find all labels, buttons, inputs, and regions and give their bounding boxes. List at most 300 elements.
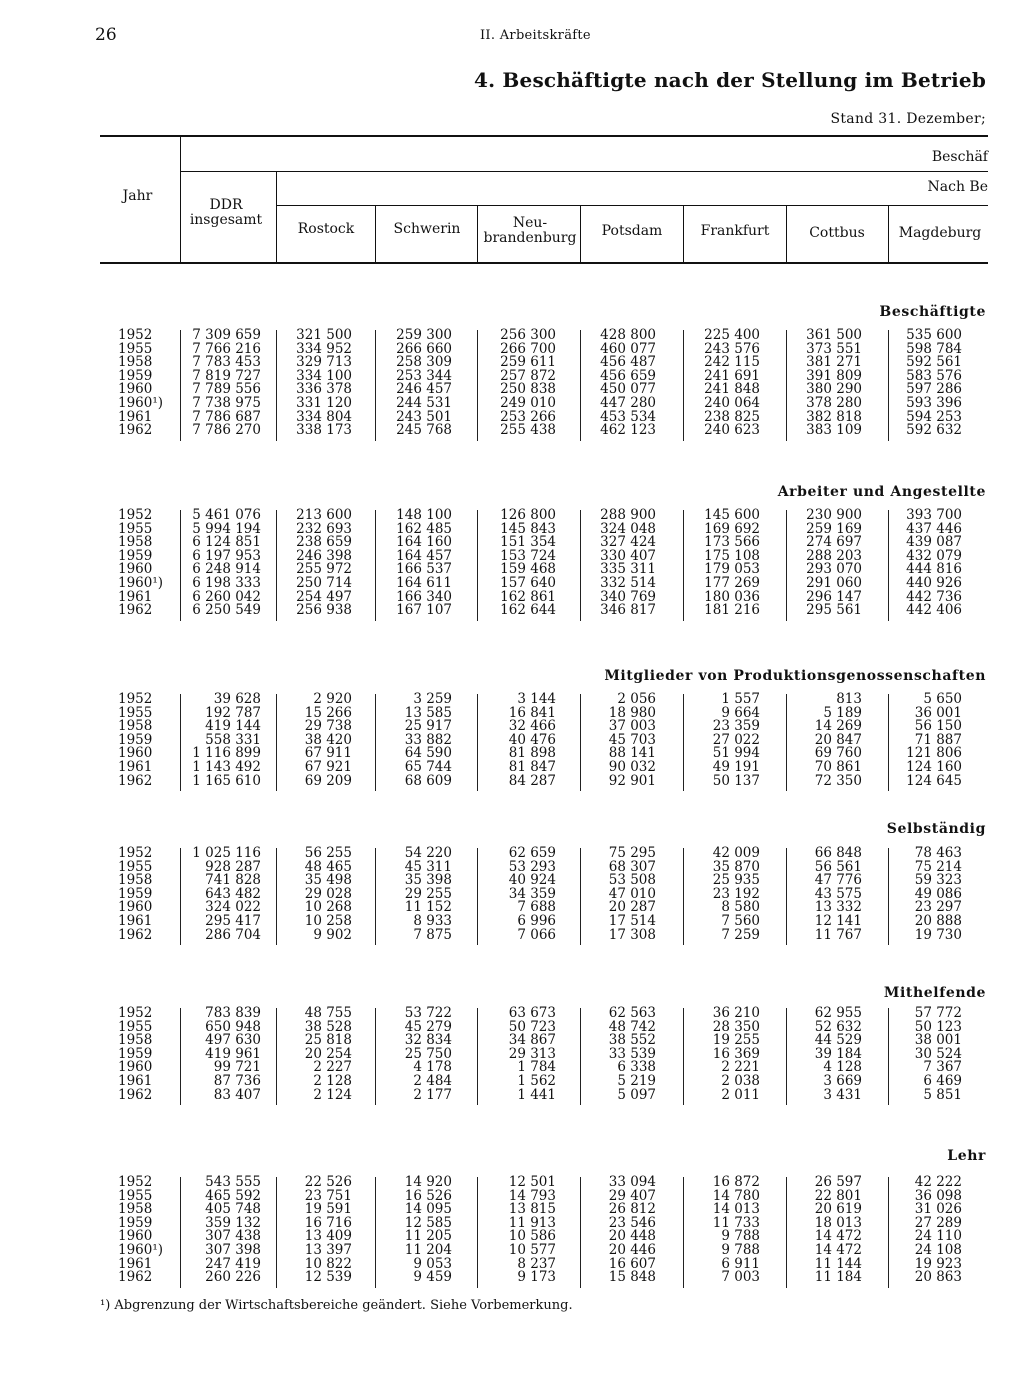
- column-divider: [477, 848, 478, 945]
- potsdam-value: 346 817: [600, 602, 656, 619]
- potsdam-column: [590, 329, 656, 438]
- potsdam-value: 6 338: [617, 1059, 656, 1076]
- magdeburg-value: 592 561: [906, 354, 962, 371]
- rostock-value: 246 398: [296, 547, 352, 564]
- year: 1961: [118, 758, 153, 775]
- rostock-value: 13 397: [304, 1241, 352, 1258]
- ddr-value: 1 165 610: [192, 772, 261, 789]
- rostock-value: 67 921: [304, 758, 352, 775]
- year: 1962: [118, 602, 153, 619]
- column-divider: [276, 510, 277, 621]
- potsdam-value: 23 546: [608, 1214, 656, 1231]
- cottbus-value: 378 280: [806, 394, 862, 411]
- year: 1955: [118, 1018, 153, 1035]
- potsdam-value: 447 280: [600, 394, 656, 411]
- schwerin-value: 14 095: [404, 1201, 452, 1218]
- cottbus-value: 44 529: [814, 1032, 862, 1049]
- schwerin-value: 32 834: [404, 1032, 452, 1049]
- year: 1955: [118, 520, 153, 537]
- magdeburg-value: 23 297: [914, 899, 962, 916]
- frankfurt-value: 51 994: [712, 745, 760, 762]
- magdeburg-value: 437 446: [906, 520, 962, 537]
- cottbus-value: 288 203: [806, 547, 862, 564]
- magdeburg-value: 583 576: [906, 367, 962, 384]
- schwerin-value: 258 309: [396, 354, 452, 371]
- schwerin-value: 64 590: [404, 745, 452, 762]
- cottbus-value: 14 269: [814, 718, 862, 735]
- magdeburg-value: 75 214: [914, 858, 962, 875]
- table-title: 4. Beschäftigte nach der Stellung im Betrieb: [473, 68, 986, 92]
- cottbus-value: 18 013: [814, 1214, 862, 1231]
- years-column: [118, 1176, 166, 1285]
- potsdam-value: 26 812: [608, 1201, 656, 1218]
- section-title-beschaeftigte: Beschäftigte: [879, 304, 986, 320]
- frankfurt-value: 243 576: [704, 340, 760, 357]
- rostock-value: 10 822: [304, 1255, 352, 1272]
- potsdam-value: 5 219: [617, 1072, 656, 1089]
- ddr-value: 405 748: [205, 1201, 261, 1218]
- frankfurt-value: 28 350: [712, 1018, 760, 1035]
- neubrandenburg-value: 162 644: [500, 602, 556, 619]
- frankfurt-value: 7 560: [721, 912, 760, 929]
- magdeburg-column: [894, 1007, 962, 1102]
- rostock-value: 67 911: [304, 745, 352, 762]
- ddr-value: 465 592: [205, 1187, 261, 1204]
- ddr-value: 6 197 953: [192, 547, 261, 564]
- frankfurt-value: 23 192: [712, 885, 760, 902]
- ddr-value: 83 407: [213, 1086, 261, 1103]
- ddr-value: 5 994 194: [192, 520, 261, 537]
- neubrandenburg-value: 259 611: [500, 354, 556, 371]
- magdeburg-value: 442 736: [906, 588, 962, 605]
- header-divider-potsdam: [683, 205, 684, 262]
- schwerin-value: 253 344: [396, 367, 452, 384]
- magdeburg-value: 6 469: [923, 1072, 962, 1089]
- year: 1959: [118, 731, 153, 748]
- cottbus-value: 62 955: [814, 1005, 862, 1021]
- rostock-column: [280, 509, 352, 618]
- cottbus-value: 26 597: [814, 1174, 862, 1190]
- column-divider: [683, 1008, 684, 1105]
- neubrandenburg-value: 1 784: [517, 1059, 556, 1076]
- rostock-value: 334 952: [296, 340, 352, 357]
- years-column: [118, 509, 166, 618]
- frankfurt-value: 180 036: [704, 588, 760, 605]
- schwerin-column: [384, 329, 452, 438]
- neubrandenburg-value: 13 815: [508, 1201, 556, 1218]
- schwerin-value: 166 537: [396, 561, 452, 578]
- frankfurt-value: 240 064: [704, 394, 760, 411]
- magdeburg-value: 27 289: [914, 1214, 962, 1231]
- schwerin-value: 259 300: [396, 327, 452, 343]
- frankfurt-value: 2 221: [721, 1059, 760, 1076]
- year: 1959: [118, 547, 153, 564]
- frankfurt-column: [692, 847, 760, 942]
- ddr-value: 7 783 453: [192, 354, 261, 371]
- frankfurt-column: [692, 329, 760, 438]
- header-beschaef: Beschäf: [931, 149, 988, 165]
- magdeburg-value: 31 026: [914, 1201, 962, 1218]
- ddr-value: 6 260 042: [192, 588, 261, 605]
- rostock-value: 9 902: [313, 926, 352, 943]
- year: 1958: [118, 534, 153, 551]
- ddr-value: 39 628: [213, 691, 261, 707]
- schwerin-value: 68 609: [404, 772, 452, 789]
- magdeburg-value: 597 286: [906, 381, 962, 398]
- neubrandenburg-value: 162 861: [500, 588, 556, 605]
- cottbus-value: 12 141: [814, 912, 862, 929]
- ddr-value: 741 828: [205, 872, 261, 889]
- column-divider: [888, 848, 889, 945]
- potsdam-value: 288 900: [600, 507, 656, 523]
- column-divider: [580, 1008, 581, 1105]
- potsdam-value: 20 446: [608, 1241, 656, 1258]
- year: 1961: [118, 588, 153, 605]
- ddr-value: 7 786 270: [192, 422, 261, 439]
- header-frankfurt: Frankfurt: [700, 223, 770, 239]
- potsdam-value: 453 534: [600, 408, 656, 425]
- potsdam-value: 33 094: [608, 1174, 656, 1190]
- year: 1962: [118, 772, 153, 789]
- rostock-value: 254 497: [296, 588, 352, 605]
- frankfurt-value: 238 825: [704, 408, 760, 425]
- neubrandenburg-value: 3 144: [517, 691, 556, 707]
- schwerin-value: 35 398: [404, 872, 452, 889]
- potsdam-value: 47 010: [608, 885, 656, 902]
- cottbus-value: 230 900: [806, 507, 862, 523]
- rostock-value: 38 528: [304, 1018, 352, 1035]
- ddr-value: 1 143 492: [192, 758, 261, 775]
- ddr-value: 87 736: [213, 1072, 261, 1089]
- potsdam-value: 33 539: [608, 1045, 656, 1062]
- potsdam-value: 68 307: [608, 858, 656, 875]
- magdeburg-value: 598 784: [906, 340, 962, 357]
- rostock-value: 38 420: [304, 731, 352, 748]
- magdeburg-value: 393 700: [906, 507, 962, 523]
- year: 1960: [118, 561, 153, 578]
- year: 1955: [118, 858, 153, 875]
- frankfurt-value: 36 210: [712, 1005, 760, 1021]
- ddr-value: 295 417: [205, 912, 261, 929]
- schwerin-value: 3 259: [413, 691, 452, 707]
- schwerin-value: 25 750: [404, 1045, 452, 1062]
- schwerin-value: 243 501: [396, 408, 452, 425]
- potsdam-value: 90 032: [608, 758, 656, 775]
- frankfurt-value: 145 600: [704, 507, 760, 523]
- cottbus-value: 66 848: [814, 845, 862, 861]
- header-schwerin: Schwerin: [393, 221, 461, 237]
- cottbus-value: 380 290: [806, 381, 862, 398]
- neubrandenburg-value: 1 562: [517, 1072, 556, 1089]
- schwerin-value: 54 220: [404, 845, 452, 861]
- cottbus-value: 259 169: [806, 520, 862, 537]
- section-title-arbeiter: Arbeiter und Angestellte: [777, 484, 986, 500]
- rostock-value: 238 659: [296, 534, 352, 551]
- section-title-selbstaendig: Selbständig: [886, 821, 986, 837]
- rostock-value: 256 938: [296, 602, 352, 619]
- column-divider: [375, 330, 376, 441]
- neubrandenburg-value: 7 066: [517, 926, 556, 943]
- cottbus-value: 293 070: [806, 561, 862, 578]
- frankfurt-value: 173 566: [704, 534, 760, 551]
- year: 1958: [118, 718, 153, 735]
- rostock-value: 336 378: [296, 381, 352, 398]
- magdeburg-value: 20 863: [914, 1269, 962, 1286]
- neubrandenburg-value: 14 793: [508, 1187, 556, 1204]
- schwerin-value: 12 585: [404, 1214, 452, 1231]
- schwerin-value: 13 585: [404, 704, 452, 721]
- column-divider: [180, 1177, 181, 1288]
- column-divider: [786, 1008, 787, 1105]
- magdeburg-value: 5 851: [923, 1086, 962, 1103]
- footnote: ¹) Abgrenzung der Wirtschaftsbereiche geändert. Siehe Vorbemerkung.: [100, 1298, 573, 1313]
- cottbus-column: [796, 693, 862, 788]
- schwerin-column: [384, 847, 452, 942]
- column-divider: [580, 848, 581, 945]
- years-column: [118, 847, 166, 942]
- magdeburg-column: [894, 693, 962, 788]
- column-divider: [580, 510, 581, 621]
- potsdam-value: 462 123: [600, 422, 656, 439]
- cottbus-value: 4 128: [823, 1059, 862, 1076]
- schwerin-column: [384, 509, 452, 618]
- potsdam-value: 335 311: [600, 561, 656, 578]
- cottbus-value: 3 431: [823, 1086, 862, 1103]
- frankfurt-value: 9 664: [721, 704, 760, 721]
- frankfurt-value: 14 013: [712, 1201, 760, 1218]
- frankfurt-value: 175 108: [704, 547, 760, 564]
- ddr-value: 324 022: [205, 899, 261, 916]
- schwerin-value: 11 204: [404, 1241, 452, 1258]
- rostock-value: 48 755: [304, 1005, 352, 1021]
- header-divider-schwerin: [477, 205, 478, 262]
- potsdam-value: 2 056: [617, 691, 656, 707]
- ddr-value: 543 555: [205, 1174, 261, 1190]
- header-rule-nach-be: [276, 205, 988, 206]
- schwerin-value: 4 178: [413, 1059, 452, 1076]
- schwerin-value: 164 160: [396, 534, 452, 551]
- cottbus-column: [796, 1176, 862, 1285]
- rostock-value: 13 409: [304, 1228, 352, 1245]
- potsdam-value: 17 308: [608, 926, 656, 943]
- schwerin-value: 53 722: [404, 1005, 452, 1021]
- year: 1952: [118, 845, 153, 861]
- column-divider: [683, 694, 684, 791]
- section-title-mitglieder: Mitglieder von Produktionsgenossenschaften: [604, 668, 986, 684]
- schwerin-value: 148 100: [396, 507, 452, 523]
- cottbus-value: 274 697: [806, 534, 862, 551]
- frankfurt-value: 179 053: [704, 561, 760, 578]
- header-top-rule: [100, 135, 988, 137]
- schwerin-value: 45 311: [404, 858, 452, 875]
- cottbus-value: 296 147: [806, 588, 862, 605]
- column-divider: [580, 694, 581, 791]
- ddr-value: 7 789 556: [192, 381, 261, 398]
- magdeburg-value: 19 730: [914, 926, 962, 943]
- potsdam-value: 29 407: [608, 1187, 656, 1204]
- year: 1961: [118, 408, 153, 425]
- header-potsdam: Potsdam: [601, 223, 663, 239]
- potsdam-column: [590, 509, 656, 618]
- cottbus-value: 383 109: [806, 422, 862, 439]
- ddr-value: 307 398: [205, 1241, 261, 1258]
- cottbus-value: 11 184: [814, 1269, 862, 1286]
- year: 1962: [118, 1086, 153, 1103]
- header-nach-be: Nach Be: [927, 179, 988, 195]
- cottbus-value: 47 776: [814, 872, 862, 889]
- cottbus-value: 52 632: [814, 1018, 862, 1035]
- neubrandenburg-value: 151 354: [500, 534, 556, 551]
- frankfurt-value: 225 400: [704, 327, 760, 343]
- magdeburg-value: 20 888: [914, 912, 962, 929]
- neubrandenburg-value: 34 867: [508, 1032, 556, 1049]
- year: 1962: [118, 926, 153, 943]
- rostock-value: 35 498: [304, 872, 352, 889]
- schwerin-value: 11 152: [404, 899, 452, 916]
- potsdam-value: 17 514: [608, 912, 656, 929]
- magdeburg-value: 56 150: [914, 718, 962, 735]
- magdeburg-value: 24 110: [914, 1228, 962, 1245]
- frankfurt-value: 7 259: [721, 926, 760, 943]
- column-divider: [888, 330, 889, 441]
- cottbus-value: 295 561: [806, 602, 862, 619]
- cottbus-value: 381 271: [806, 354, 862, 371]
- ddr-value: 6 124 851: [192, 534, 261, 551]
- ddr-value: 359 132: [205, 1214, 261, 1231]
- potsdam-value: 324 048: [600, 520, 656, 537]
- frankfurt-value: 27 022: [712, 731, 760, 748]
- potsdam-value: 45 703: [608, 731, 656, 748]
- cottbus-value: 382 818: [806, 408, 862, 425]
- year: 1952: [118, 327, 153, 343]
- magdeburg-value: 7 367: [923, 1059, 962, 1076]
- cottbus-value: 5 189: [823, 704, 862, 721]
- year: 1960: [118, 381, 153, 398]
- potsdam-value: 460 077: [600, 340, 656, 357]
- potsdam-value: 92 901: [608, 772, 656, 789]
- schwerin-value: 9 053: [413, 1255, 452, 1272]
- potsdam-value: 88 141: [608, 745, 656, 762]
- potsdam-value: 456 659: [600, 367, 656, 384]
- column-divider: [375, 510, 376, 621]
- rostock-value: 48 465: [304, 858, 352, 875]
- running-head: II. Arbeitskräfte: [480, 28, 591, 43]
- magdeburg-value: 78 463: [914, 845, 962, 861]
- column-divider: [888, 1177, 889, 1288]
- page-number: 26: [95, 25, 117, 45]
- column-divider: [888, 510, 889, 621]
- potsdam-value: 428 800: [600, 327, 656, 343]
- neubrandenburg-value: 10 577: [508, 1241, 556, 1258]
- rostock-value: 329 713: [296, 354, 352, 371]
- ddr-value: 307 438: [205, 1228, 261, 1245]
- header-magdeburg: Magdeburg: [898, 225, 982, 241]
- schwerin-value: 16 526: [404, 1187, 452, 1204]
- column-divider: [276, 694, 277, 791]
- schwerin-value: 45 279: [404, 1018, 452, 1035]
- ddr-value: 7 309 659: [192, 327, 261, 343]
- neubrandenburg-value: 249 010: [500, 394, 556, 411]
- frankfurt-value: 240 623: [704, 422, 760, 439]
- cottbus-value: 22 801: [814, 1187, 862, 1204]
- ddr-value: 419 144: [205, 718, 261, 735]
- frankfurt-value: 241 691: [704, 367, 760, 384]
- neubrandenburg-value: 153 724: [500, 547, 556, 564]
- column-divider: [180, 330, 181, 441]
- frankfurt-value: 9 788: [721, 1228, 760, 1245]
- magdeburg-value: 432 079: [906, 547, 962, 564]
- rostock-column: [280, 1007, 352, 1102]
- year: 1952: [118, 691, 153, 707]
- frankfurt-value: 11 733: [712, 1214, 760, 1231]
- cottbus-column: [796, 1007, 862, 1102]
- neubrandenburg-value: 145 843: [500, 520, 556, 537]
- ddr-value: 6 250 549: [192, 602, 261, 619]
- frankfurt-value: 2 011: [721, 1086, 760, 1103]
- potsdam-value: 53 508: [608, 872, 656, 889]
- cottbus-value: 70 861: [814, 758, 862, 775]
- neubrandenburg-value: 50 723: [508, 1018, 556, 1035]
- table-subtitle: Stand 31. Dezember;: [830, 111, 986, 127]
- potsdam-value: 38 552: [608, 1032, 656, 1049]
- rostock-value: 2 128: [313, 1072, 352, 1089]
- rostock-value: 56 255: [304, 845, 352, 861]
- schwerin-value: 164 457: [396, 547, 452, 564]
- year: 1952: [118, 1174, 153, 1190]
- frankfurt-value: 16 369: [712, 1045, 760, 1062]
- schwerin-value: 246 457: [396, 381, 452, 398]
- neubrandenburg-value: 16 841: [508, 704, 556, 721]
- header-divider-frankfurt: [786, 205, 787, 262]
- frankfurt-value: 169 692: [704, 520, 760, 537]
- rostock-value: 338 173: [296, 422, 352, 439]
- magdeburg-column: [894, 509, 962, 618]
- potsdam-value: 327 424: [600, 534, 656, 551]
- section-title-mithelfende: Mithelfende: [883, 985, 986, 1001]
- schwerin-value: 11 205: [404, 1228, 452, 1245]
- rostock-column: [280, 329, 352, 438]
- rostock-value: 15 266: [304, 704, 352, 721]
- year: 1959: [118, 885, 153, 902]
- year: 1961: [118, 1072, 153, 1089]
- cottbus-value: 291 060: [806, 574, 862, 591]
- year: 1960¹): [118, 1241, 164, 1258]
- year: 1960¹): [118, 394, 164, 411]
- rostock-value: 19 591: [304, 1201, 352, 1218]
- frankfurt-value: 241 848: [704, 381, 760, 398]
- rostock-value: 334 100: [296, 367, 352, 384]
- ddr-value: 5 461 076: [192, 507, 261, 523]
- ddr-column: [185, 1176, 261, 1285]
- ddr-value: 497 630: [205, 1032, 261, 1049]
- potsdam-value: 450 077: [600, 381, 656, 398]
- year: 1955: [118, 340, 153, 357]
- frankfurt-value: 19 255: [712, 1032, 760, 1049]
- schwerin-value: 8 933: [413, 912, 452, 929]
- frankfurt-value: 16 872: [712, 1174, 760, 1190]
- header-ddr: DDR insgesamt: [189, 197, 263, 228]
- header-divider-neubrandenburg: [580, 205, 581, 262]
- rostock-column: [280, 693, 352, 788]
- potsdam-column: [590, 693, 656, 788]
- neubrandenburg-value: 81 898: [508, 745, 556, 762]
- header-cottbus: Cottbus: [809, 225, 865, 241]
- potsdam-value: 340 769: [600, 588, 656, 605]
- year: 1959: [118, 1214, 153, 1231]
- cottbus-value: 373 551: [806, 340, 862, 357]
- schwerin-value: 29 255: [404, 885, 452, 902]
- ddr-value: 192 787: [205, 704, 261, 721]
